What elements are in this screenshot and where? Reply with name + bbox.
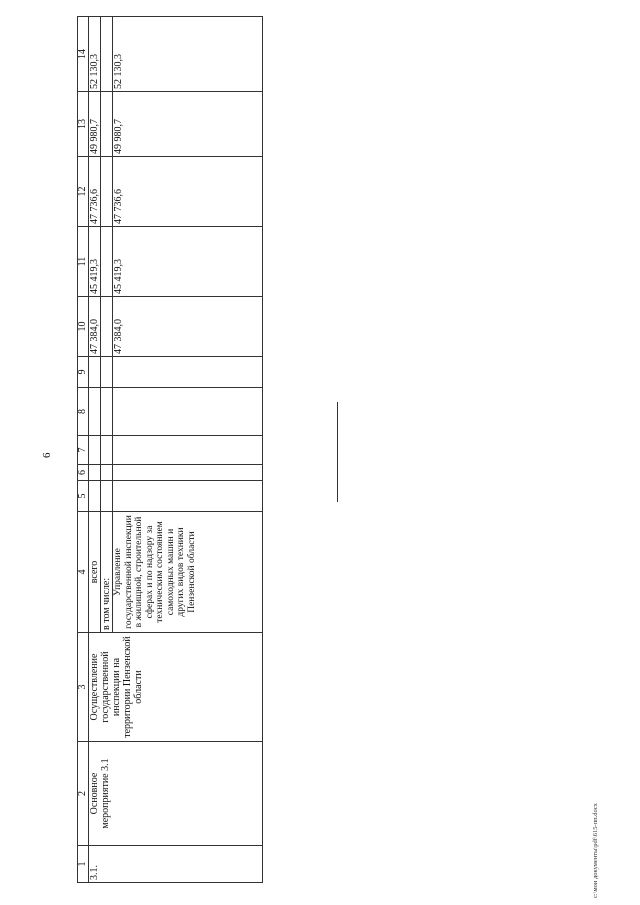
column-header: 14	[78, 17, 89, 92]
column-header: 9	[78, 357, 89, 388]
value-cell: 47 736,6	[113, 157, 263, 227]
column-header: 8	[78, 388, 89, 436]
value-cell	[101, 17, 113, 92]
column-header: 10	[78, 297, 89, 357]
column-header: 11	[78, 227, 89, 297]
event-name: Основное мероприятие 3.1	[89, 742, 263, 846]
value-cell	[101, 92, 113, 157]
value-cell: 47 736,6	[89, 157, 101, 227]
value-cell: 45 419,3	[113, 227, 263, 297]
value-cell	[89, 388, 101, 436]
value-cell	[101, 357, 113, 388]
table-row	[89, 17, 101, 883]
value-cell: 47 384,0	[89, 297, 101, 357]
horizontal-rule	[337, 402, 338, 502]
value-cell	[101, 388, 113, 436]
column-header: 2	[78, 742, 89, 846]
value-cell	[101, 465, 113, 481]
row-label-department: Управление государственной инспекции в жилищной, строительной сферах и по надзору за техническим состоянием самоходных машин и других видов техники Пензенской области	[113, 512, 263, 633]
column-header: 12	[78, 157, 89, 227]
value-cell: 49 980,7	[89, 92, 101, 157]
row-number: 3.1.	[89, 846, 263, 883]
value-cell	[113, 357, 263, 388]
value-cell	[101, 157, 113, 227]
row-label-total: всего	[89, 512, 101, 633]
value-cell: 49 980,7	[113, 92, 263, 157]
value-cell	[113, 481, 263, 512]
value-cell	[101, 481, 113, 512]
value-cell	[113, 388, 263, 436]
value-cell: 45 419,3	[89, 227, 101, 297]
value-cell	[101, 297, 113, 357]
value-cell	[89, 481, 101, 512]
value-cell	[113, 465, 263, 481]
column-header: 7	[78, 436, 89, 465]
value-cell	[89, 357, 101, 388]
value-cell	[101, 227, 113, 297]
footer-path: c:\мои документы\pdf\615-пп.docx	[592, 803, 599, 898]
value-cell	[101, 436, 113, 465]
value-cell: 52 130,3	[89, 17, 101, 92]
event-description: Осуществление государственной инспекции на территории Пензенской области	[89, 633, 263, 742]
value-cell	[89, 436, 101, 465]
column-header: 6	[78, 465, 89, 481]
column-header: 1	[78, 846, 89, 883]
column-header: 5	[78, 481, 89, 512]
budget-table	[77, 16, 263, 883]
column-header: 4	[78, 512, 89, 633]
page-number: 6	[41, 452, 53, 458]
column-header: 3	[78, 633, 89, 742]
column-header: 13	[78, 92, 89, 157]
row-label-including: в том числе:	[101, 512, 113, 633]
value-cell: 47 384,0	[113, 297, 263, 357]
column-number-row	[78, 17, 89, 883]
value-cell: 52 130,3	[113, 17, 263, 92]
value-cell	[89, 465, 101, 481]
value-cell	[113, 436, 263, 465]
